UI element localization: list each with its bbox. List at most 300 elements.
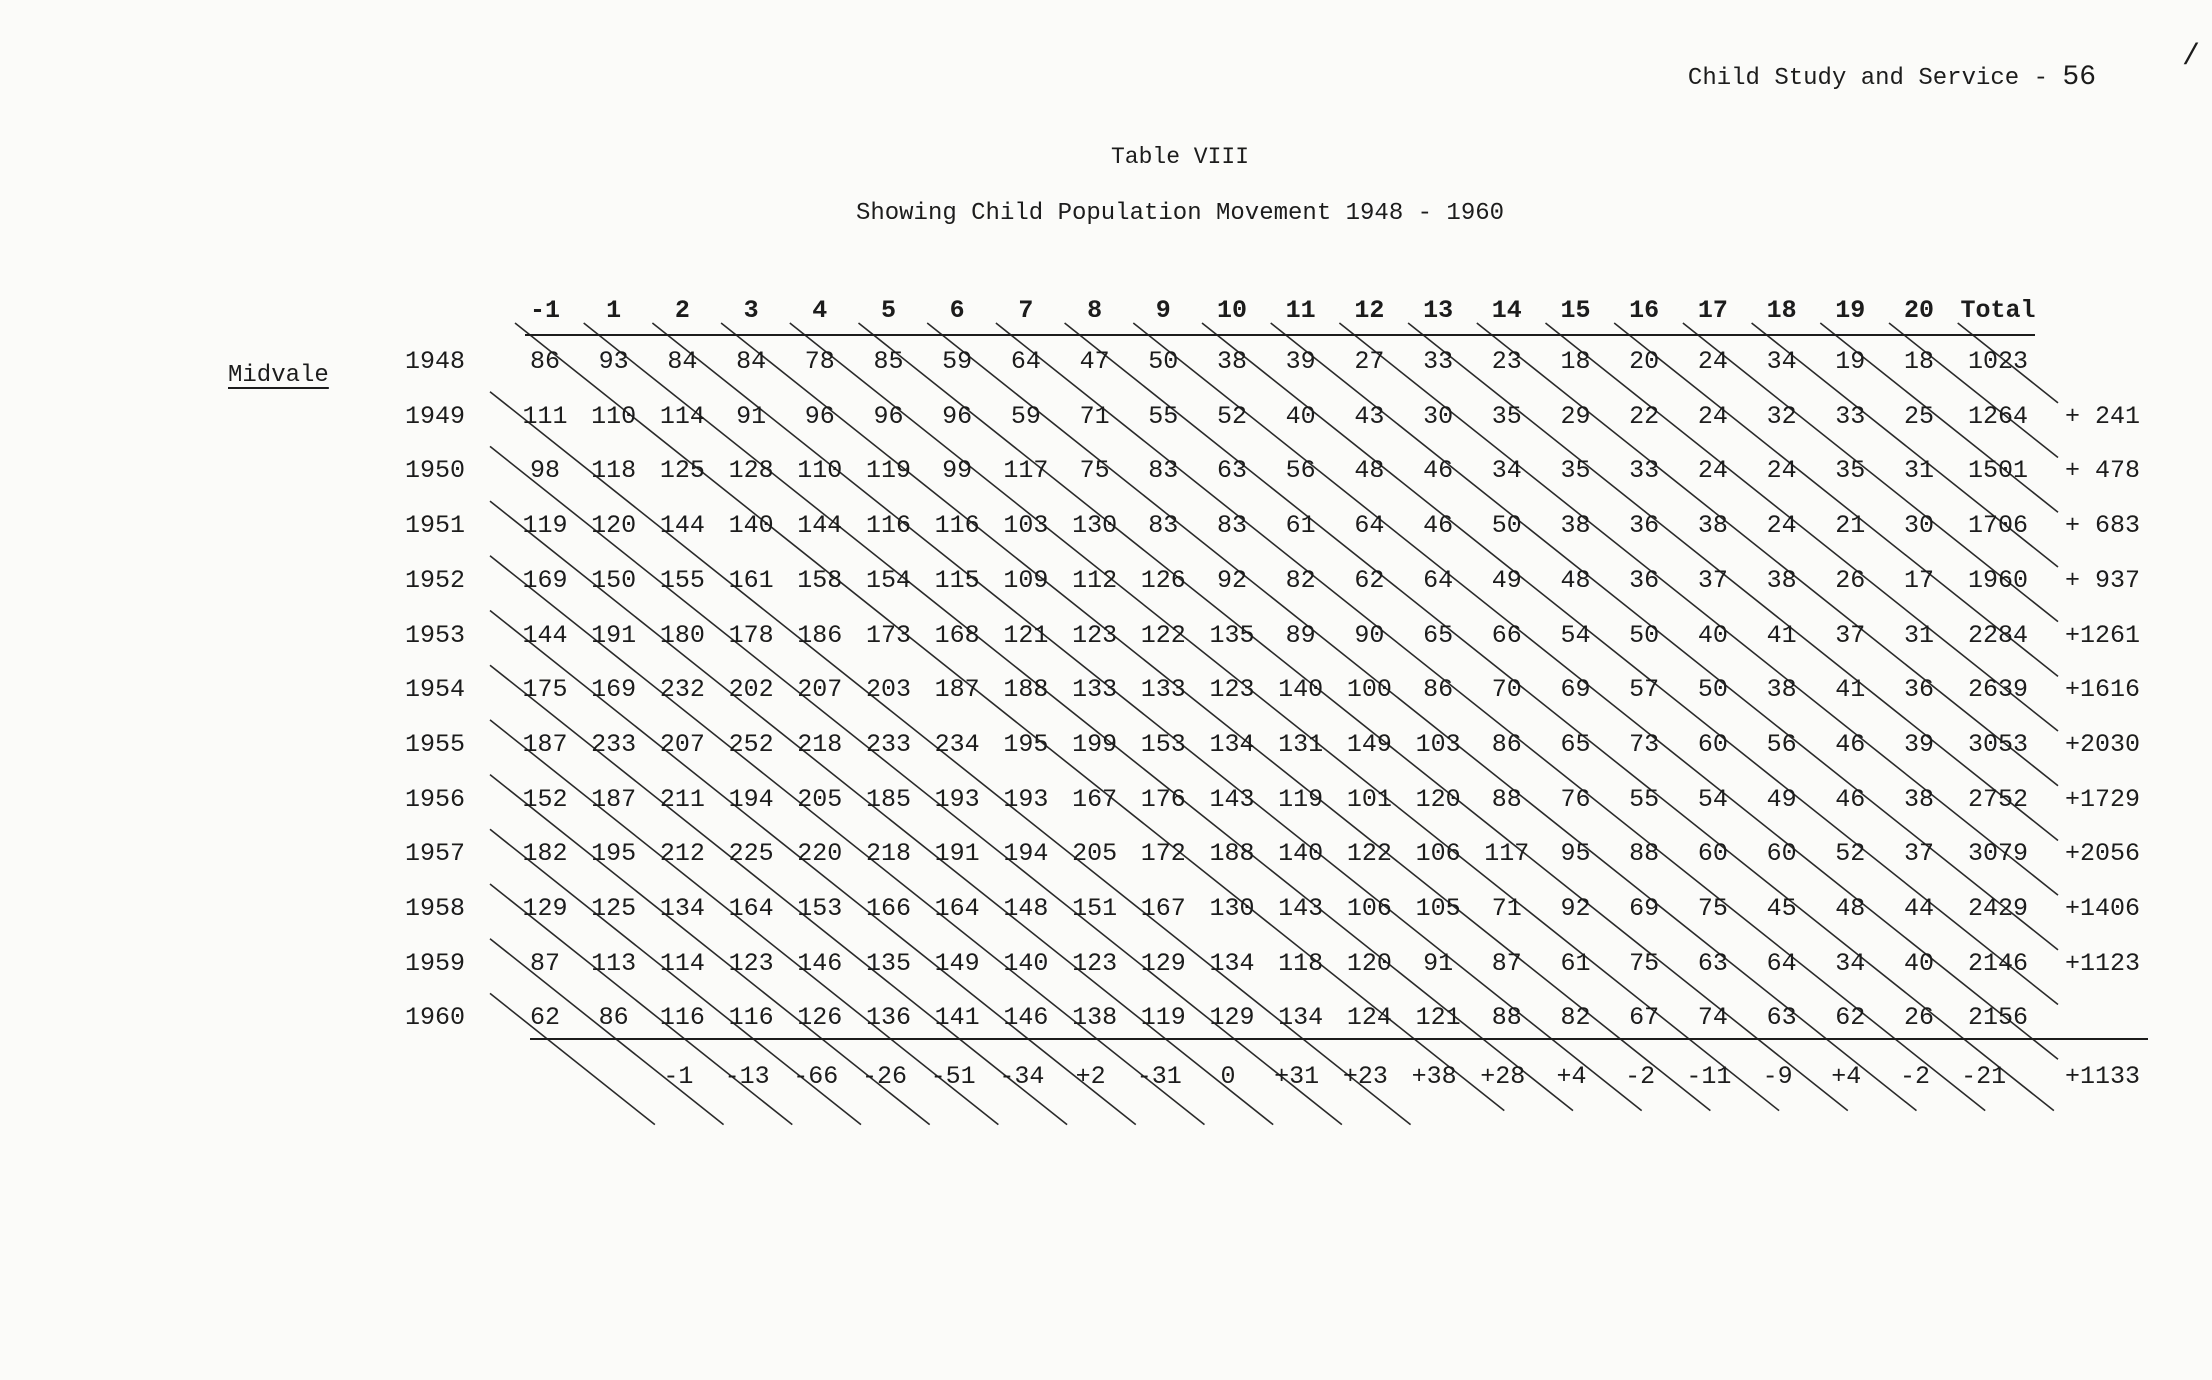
table-cell: 57 — [1629, 675, 1660, 705]
table-cell: 117 — [1484, 839, 1530, 869]
table-cell: 41 — [1766, 620, 1797, 650]
table-cell: 120 — [1415, 784, 1461, 814]
table-cell: 175 — [522, 675, 568, 705]
column-header: -1 — [529, 296, 560, 325]
column-header: 11 — [1285, 296, 1316, 325]
row-change: + 683 — [2065, 511, 2141, 541]
table-cell: 84 — [736, 347, 767, 376]
table-cell: 158 — [797, 565, 843, 595]
table-cell: 86 — [1491, 729, 1522, 759]
table-cell: 67 — [1629, 1003, 1660, 1033]
table-cell: 125 — [591, 894, 637, 923]
table-cell: 252 — [728, 729, 774, 759]
row-total: 2752 — [1967, 784, 2028, 814]
row-change: +1406 — [2065, 894, 2141, 923]
table-cell: 85 — [873, 347, 904, 376]
table-cell: 62 — [1835, 1003, 1866, 1033]
table-cell: 69 — [1560, 675, 1591, 705]
table-cell: 82 — [1285, 565, 1316, 595]
table-cell: 185 — [865, 784, 911, 814]
table-cell: 176 — [1140, 784, 1186, 814]
table-cell: 37 — [1903, 839, 1934, 869]
table-cell: 130 — [1072, 511, 1118, 541]
table-cell: 84 — [667, 347, 698, 376]
table-cell: 37 — [1697, 565, 1728, 595]
table-cell: 34 — [1491, 456, 1522, 486]
table-cell: 188 — [1003, 675, 1049, 705]
bottom-rule — [530, 1038, 2148, 1040]
row-year: 1949 — [405, 401, 466, 431]
table-cell: 134 — [1278, 1003, 1324, 1033]
column-header: 7 — [1018, 296, 1034, 325]
cohort-diagonal — [996, 323, 1985, 1111]
table-cell: 46 — [1423, 511, 1454, 541]
table-cell: 155 — [659, 565, 705, 595]
cohort-diagonal — [515, 323, 1504, 1111]
table-cell: 73 — [1629, 729, 1660, 759]
row-total: 2156 — [1967, 1003, 2028, 1033]
row-year: 1950 — [405, 456, 466, 486]
difference-cell: -21 — [1961, 1062, 2007, 1092]
table-cell: 218 — [865, 839, 911, 869]
difference-cell: 0 — [1220, 1062, 1236, 1092]
table-cell: 83 — [1216, 511, 1247, 541]
table-cell: 140 — [1278, 839, 1324, 869]
table-cell: 26 — [1835, 565, 1866, 595]
table-cell: 64 — [1354, 511, 1385, 541]
table-cell: 21 — [1835, 511, 1866, 541]
column-header: 6 — [949, 296, 965, 325]
row-year: 1948 — [405, 347, 466, 376]
column-header: 8 — [1087, 296, 1103, 325]
table-cell: 38 — [1560, 511, 1591, 541]
table-cell: 49 — [1491, 565, 1522, 595]
table-cell: 187 — [591, 784, 637, 814]
table-cell: 133 — [1072, 675, 1118, 705]
table-cell: 121 — [1003, 620, 1049, 650]
table-cell: 116 — [865, 511, 911, 541]
table-cell: 50 — [1697, 675, 1728, 705]
table-cell: 24 — [1766, 456, 1797, 486]
difference-cell: +38 — [1411, 1062, 1457, 1092]
table-cell: 24 — [1766, 511, 1797, 541]
row-total: 2146 — [1967, 948, 2028, 978]
table-cell: 167 — [1140, 894, 1186, 923]
table-cell: 150 — [591, 565, 637, 595]
table-cell: 149 — [934, 948, 980, 978]
table-cell: 114 — [659, 401, 705, 431]
table-cell: 65 — [1560, 729, 1591, 759]
cohort-diagonal — [584, 323, 1573, 1111]
difference-cell: -26 — [861, 1062, 907, 1092]
row-change: +1123 — [2065, 948, 2141, 978]
table-cell: 34 — [1766, 347, 1797, 376]
table-cell: 38 — [1216, 347, 1247, 376]
row-change: + 478 — [2065, 456, 2141, 486]
cohort-diagonal — [1477, 323, 2058, 786]
table-cell: 164 — [934, 894, 980, 923]
table-cell: 39 — [1285, 347, 1316, 376]
table-cell: 40 — [1903, 948, 1934, 978]
table-cell: 233 — [865, 729, 911, 759]
running-title: Child Study and Service - — [1687, 65, 2048, 92]
table-cell: 71 — [1491, 894, 1522, 923]
row-year: 1959 — [405, 948, 466, 978]
table-cell: 59 — [1010, 401, 1041, 431]
table-cell: 27 — [1354, 347, 1385, 376]
table-cell: 66 — [1491, 620, 1522, 650]
table-cell: 44 — [1903, 894, 1934, 923]
row-year: 1951 — [405, 511, 466, 541]
table-cell: 225 — [728, 839, 774, 869]
row-change: + 937 — [2065, 565, 2141, 595]
table-cell: 47 — [1079, 347, 1110, 376]
table-cell: 17 — [1903, 565, 1934, 595]
grand-change: +1133 — [2065, 1062, 2141, 1092]
row-total: 1023 — [1967, 347, 2028, 376]
table-cell: 86 — [529, 347, 560, 376]
table-cell: 136 — [865, 1003, 911, 1033]
column-header: 5 — [880, 296, 896, 325]
table-cell: 194 — [1003, 839, 1049, 869]
table-cell: 234 — [934, 729, 980, 759]
table-cell: 161 — [728, 565, 774, 595]
table-cell: 131 — [1278, 729, 1324, 759]
table-cell: 93 — [598, 347, 629, 376]
table-cell: 125 — [659, 456, 705, 486]
table-cell: 61 — [1285, 511, 1316, 541]
table-cell: 120 — [591, 511, 637, 541]
row-total: 1264 — [1967, 401, 2028, 431]
cohort-diagonal — [790, 323, 1779, 1111]
table-cell: 41 — [1835, 675, 1866, 705]
table-cell: 63 — [1766, 1003, 1797, 1033]
table-cell: 129 — [522, 894, 568, 923]
difference-cell: -31 — [1136, 1062, 1182, 1092]
row-total: 2429 — [1967, 894, 2028, 923]
difference-cell: -1 — [663, 1062, 694, 1092]
table-cell: 191 — [591, 620, 637, 650]
table-cell: 56 — [1285, 456, 1316, 486]
header-rule — [525, 334, 2035, 336]
table-cell: 92 — [1560, 894, 1591, 923]
table-cell: 123 — [1072, 948, 1118, 978]
row-total: 3079 — [1967, 839, 2028, 869]
column-header: 4 — [812, 296, 828, 325]
table-cell: 19 — [1835, 347, 1866, 376]
row-total: 1706 — [1967, 511, 2028, 541]
table-cell: 151 — [1072, 894, 1118, 923]
table-cell: 18 — [1560, 347, 1591, 376]
table-cell: 64 — [1423, 565, 1454, 595]
table-cell: 83 — [1148, 456, 1179, 486]
table-cell: 143 — [1209, 784, 1255, 814]
table-cell: 154 — [865, 565, 911, 595]
table-cell: 64 — [1766, 948, 1797, 978]
row-total: 2284 — [1967, 620, 2028, 650]
table-cell: 43 — [1354, 401, 1385, 431]
table-cell: 193 — [934, 784, 980, 814]
table-cell: 55 — [1148, 401, 1179, 431]
table-cell: 113 — [591, 948, 637, 978]
table-cell: 56 — [1766, 729, 1797, 759]
table-cell: 232 — [659, 675, 705, 705]
table-cell: 148 — [1003, 894, 1049, 923]
table-cell: 119 — [522, 511, 568, 541]
table-cell: 178 — [728, 620, 774, 650]
table-cell: 121 — [1415, 1003, 1461, 1033]
table-cell: 195 — [1003, 729, 1049, 759]
table-cell: 39 — [1903, 729, 1934, 759]
table-cell: 144 — [797, 511, 843, 541]
table-cell: 37 — [1835, 620, 1866, 650]
table-cell: 153 — [1140, 729, 1186, 759]
table-cell: 71 — [1079, 401, 1110, 431]
table-cell: 141 — [934, 1003, 980, 1033]
table-cell: 98 — [529, 456, 560, 486]
table-cell: 110 — [591, 401, 637, 431]
column-header: 9 — [1155, 296, 1171, 325]
table-cell: 96 — [873, 401, 904, 431]
table-cell: 101 — [1346, 784, 1392, 814]
table-cell: 24 — [1697, 401, 1728, 431]
table-cell: 30 — [1423, 401, 1454, 431]
table-cell: 96 — [942, 401, 973, 431]
table-cell: 64 — [1010, 347, 1041, 376]
table-cell: 100 — [1346, 675, 1392, 705]
table-cell: 36 — [1629, 565, 1660, 595]
cohort-diagonal — [1065, 323, 2054, 1111]
table-cell: 207 — [659, 729, 705, 759]
table-cell: 33 — [1629, 456, 1660, 486]
table-cell: 126 — [797, 1003, 843, 1033]
table-cell: 38 — [1697, 511, 1728, 541]
table-cell: 20 — [1629, 347, 1660, 376]
table-cell: 180 — [659, 620, 705, 650]
difference-cell: -51 — [930, 1062, 976, 1092]
table-cell: 52 — [1216, 401, 1247, 431]
row-year: 1952 — [405, 565, 466, 595]
table-cell: 169 — [591, 675, 637, 705]
table-cell: 202 — [728, 675, 774, 705]
difference-cell: +2 — [1075, 1062, 1106, 1092]
column-header: 20 — [1903, 296, 1934, 325]
table-cell: 140 — [1278, 675, 1324, 705]
column-header: 1 — [606, 296, 622, 325]
table-cell: 134 — [659, 894, 705, 923]
table-cell: 33 — [1835, 401, 1866, 431]
table-cell: 119 — [1278, 784, 1324, 814]
table-cell: 34 — [1835, 948, 1866, 978]
table-cell: 123 — [1072, 620, 1118, 650]
difference-cell: -66 — [793, 1062, 839, 1092]
table-cell: 30 — [1903, 511, 1934, 541]
column-header: 19 — [1835, 296, 1866, 325]
table-cell: 38 — [1766, 675, 1797, 705]
table-cell: 153 — [797, 894, 843, 923]
table-cell: 48 — [1354, 456, 1385, 486]
row-total: 1960 — [1967, 565, 2028, 595]
table-cell: 119 — [1140, 1003, 1186, 1033]
table-cell: 60 — [1697, 729, 1728, 759]
row-year: 1955 — [405, 729, 466, 759]
row-year: 1957 — [405, 839, 466, 869]
table-cell: 207 — [797, 675, 843, 705]
table-cell: 194 — [728, 784, 774, 814]
table-cell: 220 — [797, 839, 843, 869]
table-cell: 152 — [522, 784, 568, 814]
table-cell: 146 — [797, 948, 843, 978]
table-cell: 111 — [522, 401, 568, 431]
table-cell: 49 — [1766, 784, 1797, 814]
table-cell: 48 — [1835, 894, 1866, 923]
table-cell: 135 — [865, 948, 911, 978]
table-cell: 138 — [1072, 1003, 1118, 1033]
table-cell: 205 — [1072, 839, 1118, 869]
table-cell: 75 — [1697, 894, 1728, 923]
table-cell: 29 — [1560, 401, 1591, 431]
table-cell: 60 — [1766, 839, 1797, 869]
column-header: 14 — [1491, 296, 1522, 325]
table-cell: 36 — [1903, 675, 1934, 705]
table-cell: 187 — [934, 675, 980, 705]
margin-pencil-mark: / — [2181, 40, 2200, 74]
table-cell: 126 — [1140, 565, 1186, 595]
table-cell: 120 — [1346, 948, 1392, 978]
table-cell: 91 — [1423, 948, 1454, 978]
column-header: 2 — [674, 296, 690, 325]
cohort-diagonal — [652, 323, 1641, 1111]
table-cell: 173 — [865, 620, 911, 650]
table-cell: 99 — [942, 456, 973, 486]
table-cell: 32 — [1766, 401, 1797, 431]
table-cell: 52 — [1835, 839, 1866, 869]
table-cell: 45 — [1766, 894, 1797, 923]
table-cell: 118 — [1278, 948, 1324, 978]
table-cell: 24 — [1697, 456, 1728, 486]
row-year: 1958 — [405, 894, 466, 923]
table-cell: 191 — [934, 839, 980, 869]
table-cell: 25 — [1903, 401, 1934, 431]
table-cell: 55 — [1629, 784, 1660, 814]
table-cell: 203 — [865, 675, 911, 705]
row-change: +2030 — [2065, 729, 2141, 759]
row-total: 2639 — [1967, 675, 2028, 705]
table-cell: 91 — [736, 401, 767, 431]
table-cell: 212 — [659, 839, 705, 869]
table-cell: 109 — [1003, 565, 1049, 595]
table-cell: 106 — [1346, 894, 1392, 923]
table-cell: 26 — [1903, 1003, 1934, 1033]
table-cell: 182 — [522, 839, 568, 869]
table-cell: 172 — [1140, 839, 1186, 869]
difference-cell: +4 — [1556, 1062, 1587, 1092]
table-cell: 24 — [1697, 347, 1728, 376]
table-cell: 124 — [1346, 1003, 1392, 1033]
row-change: +1261 — [2065, 620, 2141, 650]
difference-cell: +4 — [1831, 1062, 1862, 1092]
row-year: 1956 — [405, 784, 466, 814]
table-cell: 116 — [728, 1003, 774, 1033]
column-header: 10 — [1216, 296, 1247, 325]
table-title: Table VIII — [1110, 144, 1250, 170]
table-cell: 146 — [1003, 1003, 1049, 1033]
table-cell: 187 — [522, 729, 568, 759]
table-cell: 22 — [1629, 401, 1660, 431]
table-cell: 134 — [1209, 729, 1255, 759]
table-cell: 50 — [1629, 620, 1660, 650]
difference-cell: -2 — [1899, 1062, 1930, 1092]
table-cell: 63 — [1697, 948, 1728, 978]
table-cell: 96 — [804, 401, 835, 431]
table-cell: 89 — [1285, 620, 1316, 650]
table-cell: 211 — [659, 784, 705, 814]
table-cell: 186 — [797, 620, 843, 650]
table-cell: 205 — [797, 784, 843, 814]
table-cell: 114 — [659, 948, 705, 978]
table-cell: 88 — [1491, 1003, 1522, 1033]
table-cell: 118 — [591, 456, 637, 486]
table-cell: 33 — [1423, 347, 1454, 376]
table-cell: 140 — [728, 511, 774, 541]
table-cell: 166 — [865, 894, 911, 923]
table-cell: 119 — [865, 456, 911, 486]
table-cell: 169 — [522, 565, 568, 595]
total-header: Total — [1960, 296, 2036, 325]
cohort-diagonal — [1889, 323, 2058, 458]
table-cell: 54 — [1560, 620, 1591, 650]
table-cell: 78 — [804, 347, 835, 376]
difference-cell: +28 — [1480, 1062, 1526, 1092]
table-cell: 70 — [1491, 675, 1522, 705]
table-cell: 82 — [1560, 1003, 1591, 1033]
table-cell: 128 — [728, 456, 774, 486]
table-cell: 83 — [1148, 511, 1179, 541]
table-cell: 76 — [1560, 784, 1591, 814]
table-cell: 63 — [1216, 456, 1247, 486]
table-cell: 31 — [1903, 456, 1934, 486]
difference-cell: -34 — [999, 1062, 1045, 1092]
table-cell: 130 — [1209, 894, 1255, 923]
row-year: 1960 — [405, 1003, 466, 1033]
cohort-diagonal — [721, 323, 1710, 1111]
table-cell: 122 — [1346, 839, 1392, 869]
table-cell: 133 — [1140, 675, 1186, 705]
table-cell: 74 — [1697, 1003, 1728, 1033]
difference-cell: -2 — [1625, 1062, 1656, 1092]
table-cell: 122 — [1140, 620, 1186, 650]
table-cell: 116 — [934, 511, 980, 541]
row-year: 1954 — [405, 675, 466, 705]
table-cell: 60 — [1697, 839, 1728, 869]
row-year: 1953 — [405, 620, 466, 650]
table-cell: 149 — [1346, 729, 1392, 759]
table-cell: 218 — [797, 729, 843, 759]
table-cell: 110 — [797, 456, 843, 486]
table-cell: 87 — [1491, 948, 1522, 978]
table-cell: 164 — [728, 894, 774, 923]
table-cell: 92 — [1216, 565, 1247, 595]
difference-cell: +23 — [1342, 1062, 1388, 1092]
table-cell: 38 — [1903, 784, 1934, 814]
table-cell: 123 — [1209, 675, 1255, 705]
table-cell: 233 — [591, 729, 637, 759]
table-cell: 134 — [1209, 948, 1255, 978]
table-cell: 129 — [1209, 1003, 1255, 1033]
table-cell: 106 — [1415, 839, 1461, 869]
table-cell: 18 — [1903, 347, 1934, 376]
table-cell: 35 — [1560, 456, 1591, 486]
